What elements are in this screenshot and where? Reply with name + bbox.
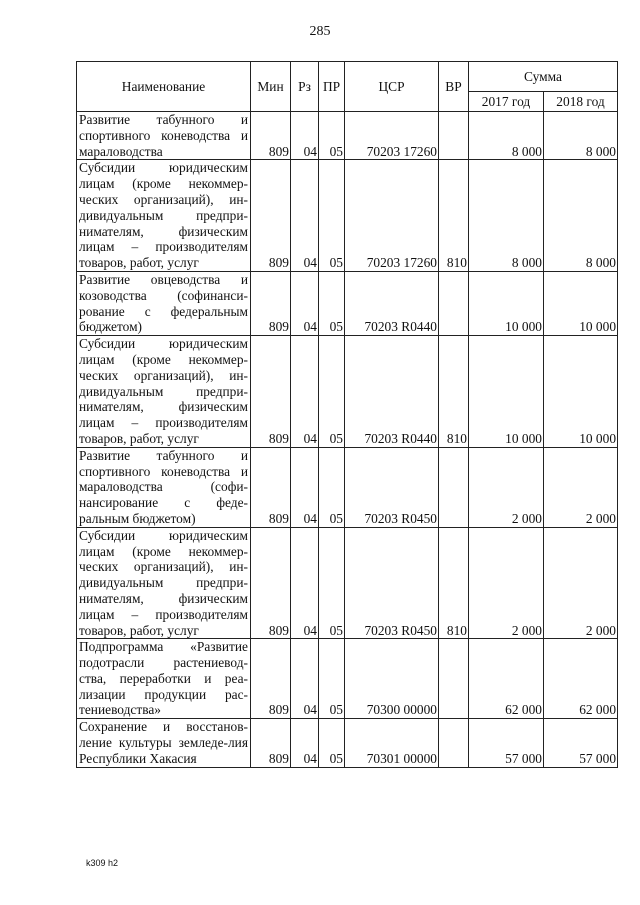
table-row [77, 639, 618, 719]
cell-rz: 04 [291, 639, 319, 719]
cell-csr: 70203 R0450 [345, 527, 439, 639]
cell-name: Развитие табунного и спортивного коневодства и мараловодства (софи-нансирование с феде-ральным бюджетом) [77, 447, 251, 527]
cell-pr: 05 [319, 112, 345, 160]
cell-vr [439, 112, 469, 160]
cell-pr: 05 [319, 336, 345, 448]
cell-csr: 70203 17260 [345, 112, 439, 160]
table-row [77, 271, 618, 335]
cell-name: Субсидии юридическим лицам (кроме некоммер-ческих организаций), ин-дивидуальным предпри-нимателям, физическим лицам – производителям товаров, работ, услуг [77, 336, 251, 448]
cell-pr: 05 [319, 527, 345, 639]
cell-rz: 04 [291, 719, 319, 767]
cell-csr: 70203 R0450 [345, 447, 439, 527]
cell-2018: 2 000 [544, 447, 618, 527]
cell-min: 809 [251, 160, 291, 272]
cell-pr: 05 [319, 639, 345, 719]
cell-pr: 05 [319, 271, 345, 335]
cell-min: 809 [251, 719, 291, 767]
table-row [77, 336, 618, 448]
cell-csr: 70203 R0440 [345, 336, 439, 448]
cell-rz: 04 [291, 336, 319, 448]
cell-vr: 810 [439, 160, 469, 272]
header-csr: ЦСР [345, 62, 439, 112]
cell-2017: 62 000 [469, 639, 544, 719]
cell-2018: 2 000 [544, 527, 618, 639]
header-name: Наименование [77, 62, 251, 112]
cell-vr [439, 447, 469, 527]
table-row [77, 112, 618, 160]
cell-pr: 05 [319, 719, 345, 767]
cell-min: 809 [251, 112, 291, 160]
header-min: Мин [251, 62, 291, 112]
cell-name: Развитие табунного и спортивного коневодства и мараловодства [77, 112, 251, 160]
cell-vr: 810 [439, 527, 469, 639]
cell-2018: 57 000 [544, 719, 618, 767]
cell-2018: 8 000 [544, 160, 618, 272]
page-number: 285 [309, 24, 331, 39]
table-row [77, 160, 618, 272]
cell-2017: 10 000 [469, 271, 544, 335]
cell-vr [439, 719, 469, 767]
table-header [77, 62, 618, 112]
cell-vr: 810 [439, 336, 469, 448]
cell-vr [439, 639, 469, 719]
header-pr: ПР [319, 62, 345, 112]
cell-2018: 8 000 [544, 112, 618, 160]
cell-name: Развитие овцеводства и козоводства (софинанси-рование с федеральным бюджетом) [77, 271, 251, 335]
header-vr: ВР [439, 62, 469, 112]
cell-2018: 10 000 [544, 336, 618, 448]
cell-2017: 2 000 [469, 447, 544, 527]
cell-2017: 8 000 [469, 112, 544, 160]
header-rz: Рз [291, 62, 319, 112]
cell-min: 809 [251, 639, 291, 719]
table-row [77, 447, 618, 527]
cell-rz: 04 [291, 271, 319, 335]
header-year-2018: 2018 год [544, 92, 618, 112]
footer-code: k309 h2 [86, 858, 119, 868]
table-body [77, 112, 618, 768]
cell-min: 809 [251, 336, 291, 448]
cell-2017: 57 000 [469, 719, 544, 767]
table-row [77, 719, 618, 767]
cell-name: Подпрограмма «Развитие подотрасли растениевод-ства, переработки и реа-лизации продукции рас-тениеводства» [77, 639, 251, 719]
cell-vr [439, 271, 469, 335]
cell-csr: 70301 00000 [345, 719, 439, 767]
cell-csr: 70300 00000 [345, 639, 439, 719]
cell-csr: 70203 R0440 [345, 271, 439, 335]
cell-2017: 10 000 [469, 336, 544, 448]
cell-min: 809 [251, 447, 291, 527]
cell-min: 809 [251, 271, 291, 335]
cell-min: 809 [251, 527, 291, 639]
cell-rz: 04 [291, 112, 319, 160]
cell-2018: 62 000 [544, 639, 618, 719]
cell-2017: 8 000 [469, 160, 544, 272]
cell-name: Субсидии юридическим лицам (кроме некоммер-ческих организаций), ин-дивидуальным предпри-нимателям, физическим лицам – производителям товаров, работ, услуг [77, 160, 251, 272]
cell-rz: 04 [291, 527, 319, 639]
cell-pr: 05 [319, 160, 345, 272]
table-row [77, 527, 618, 639]
cell-2017: 2 000 [469, 527, 544, 639]
header-sum: Сумма [469, 62, 618, 92]
cell-2018: 10 000 [544, 271, 618, 335]
budget-table [76, 61, 618, 768]
header-year-2017: 2017 год [469, 92, 544, 112]
cell-rz: 04 [291, 160, 319, 272]
cell-name: Субсидии юридическим лицам (кроме некоммер-ческих организаций), ин-дивидуальным предпри-нимателям, физическим лицам – производителям товаров, работ, услуг [77, 527, 251, 639]
cell-rz: 04 [291, 447, 319, 527]
cell-name: Сохранение и восстанов-ление культуры земледе-лия Республики Хакасия [77, 719, 251, 767]
cell-pr: 05 [319, 447, 345, 527]
cell-csr: 70203 17260 [345, 160, 439, 272]
